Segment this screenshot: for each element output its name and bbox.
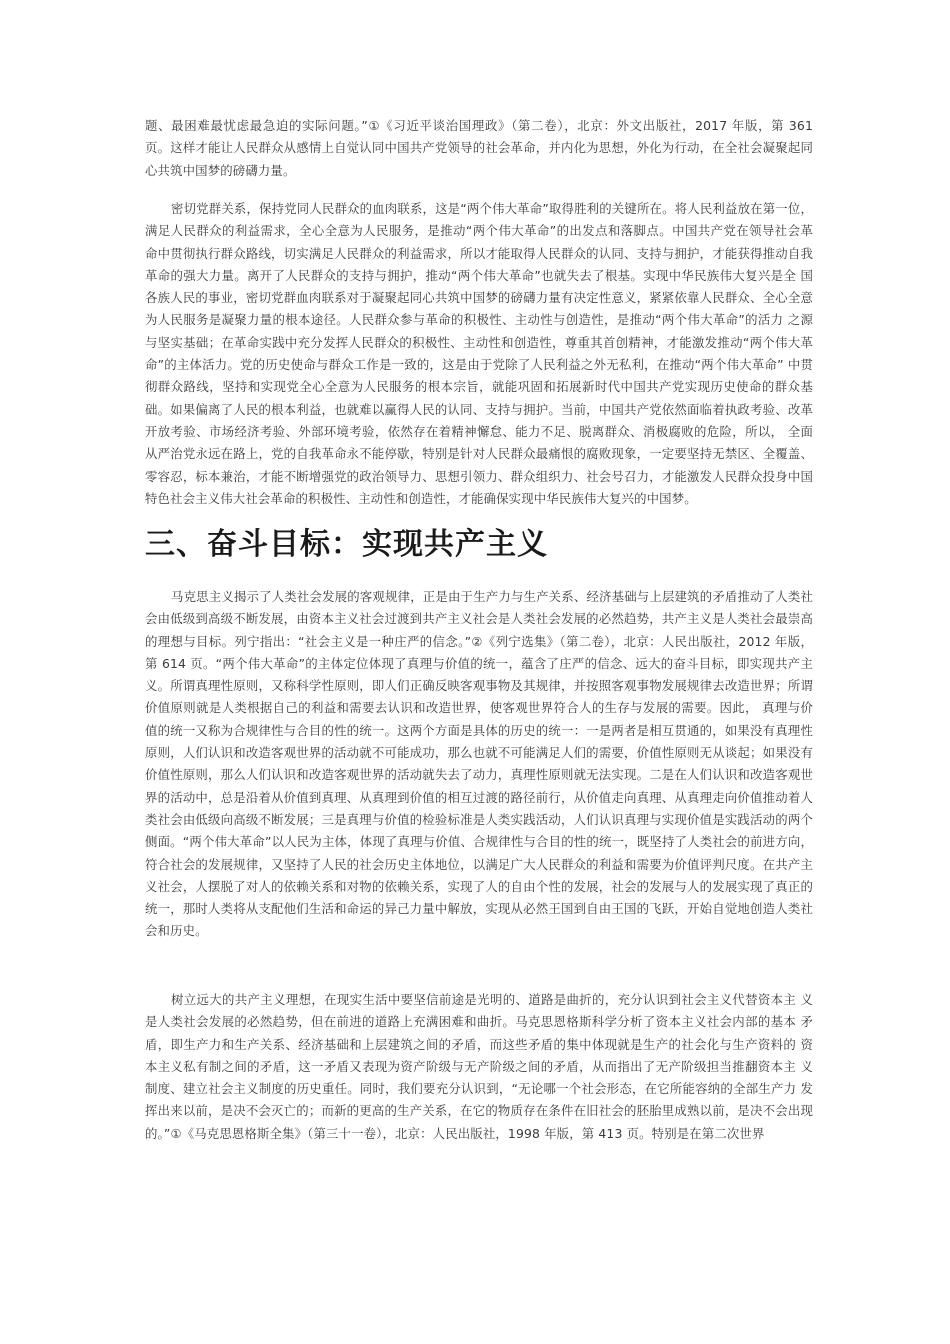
paragraph-continuation: 题、最困难最忧虑最急迫的实际问题。”①《习近平谈治国理政》（第二卷），北京：外文出版社，2017 年版，第 361 页。这样才能让人民群众从感情上自觉认同中国共产党领导的社会革命，并内化为思想，外化为行动，在全社会凝聚起同心共筑中国梦的磅礴力量。 (145, 118, 813, 178)
paragraph-marxism: 马克思主义揭示了人类社会发展的客观规律，正是由于生产力与生产关系、经济基础与上层建筑的矛盾推动了人类社会由低级到高级不断发展，由资本主义社会过渡到共产主义社会是人类社会发展的必然趋势，共产主义是人类社会最崇高的理想与目标。列宁指出：“社会主义是一种庄严的信念。”②《列宁选集》（第二卷），北京：人民出版社，2012 年版，第 614 页。“两个伟大革命”的主体定位体现了真理与价值的统一，蕴含了庄严的信念、远大的奋斗目标，即实现共产主义。所谓真理性原则，又称科学性原则，即人们正确反映客观事物及其规律，并按照客观事物发展规律去改造世界；所谓价值原则就是人类根据自己的利益和需要去认识和改造世界，使客观世界符合人的生存与发展的需要。因此， 真理与价值的统一又称为合规律性与合目的性的统一。这两个方面是具体的历史的统一：一是两者是相互贯通的，如果没有真理性原则，人们认识和改造客观世界的活动就不可能成功，那么也就不可能满足人们的需要，价值性原则无从谈起；如果没有价值性原则，那么人们认识和改造客观世界的活动就失去了动力，真理性原则就无法实现。二是在人们认识和改造客观世界的活动中，总是沿着从价值到真理、从真理到价值的相互过渡的路径前行，从价值走向真理、从真理走向价值推动着人类社会由低级向高级不断发展；三是真理与价值的检验标准是人类实践活动，人们认识真理与实现价值是实践活动的两个侧面。“两个伟大革命”以人民为主体，体现了真理与价值、合规律性与合目的性的统一，既坚持了人类社会的前进方向，符合社会的发展规律，又坚持了人民的社会历史主体地位，以满足广大人民群众的利益和需要为价值评判尺度。在共产主义社会，人摆脱了对人的依赖关系和对物的依赖关系，实现了人的自由个性的发展，社会的发展与人的发展实现了真正的统一，那时人类将从支配他们生活和命运的异己力量中解放，实现从必然王国到自由王国的飞跃，开始自觉地创造人类社会和历史。 (145, 589, 813, 939)
paragraph-communist-ideal: 树立远大的共产主义理想，在现实生活中要坚信前途是光明的、道路是曲折的，充分认识到社会主义代替资本主 义是人类社会发展的必然趋势，但在前进的道路上充满困难和曲折。马克思恩格斯科学分析了资本主义社会内部的基本 矛盾，即生产力和生产关系、经济基础和上层建筑之间的矛盾，而这些矛盾的集中体现就是生产的社会化与生产资料的 资本主义私有制之间的矛盾，这一矛盾又表现为资产阶级与无产阶级之间的矛盾，从而指出了无产阶级担当推翻资本主 义制度、建立社会主义制度的历史重任。同时，我们要充分认识到，“无论哪一个社会形态，在它所能容纳的全部生产力 发挥出来以前，是决不会灭亡的；而新的更高的生产关系，在它的物质存在条件在旧社会的胚胎里成熟以前，是决不会出现的。”①《马克思恩格斯全集》（第三十一卷），北京：人民出版社，1998 年版，第 413 页。特别是在第二次世界 (145, 992, 813, 1141)
section-heading: 三、奋斗目标：实现共产主义 (145, 527, 548, 562)
paragraph-party-masses: 密切党群关系，保持党同人民群众的血肉联系，这是“两个伟大革命”取得胜利的关键所在。将人民利益放在第一位，满足人民群众的利益需求，全心全意为人民服务，是推动“两个伟大革命”的出发点和落脚点。中国共产党在领导社会革 命中贯彻执行群众路线，切实满足人民群众的利益需求，所以才能取得人民群众的认同、支持与拥护，才能获得推动自我革命的强大力量。离开了人民群众的支持与拥护，推动“两个伟大革命”也就失去了根基。实现中华民族伟大复兴是全 国各族人民的事业，密切党群血肉联系对于凝聚起同心共筑中国梦的磅礴力量有决定性意义，紧紧依靠人民群众、全心全意为人民服务是凝聚力量的根本途径。人民群众参与革命的积极性、主动性与创造性，是推动“两个伟大革命”的活力 之源与坚实基础；在革命实践中充分发挥人民群众的积极性、主动性和创造性，尊重其首创精神，才能激发推动“两个伟大革命”的主体活力。党的历史使命与群众工作是一致的，这是由于党除了人民利益之外无私利，在推动“两个伟大革命” 中贯彻群众路线，坚持和实现党全心全意为人民服务的根本宗旨，就能巩固和拓展新时代中国共产党实现历史使命的群众基础。如果偏离了人民的根本利益，也就难以赢得人民的认同、支持与拥护。当前，中国共产党依然面临着执政考验、改革开放考验、市场经济考验、外部环境考验，依然存在着精神懈怠、能力不足、脱离群众、消极腐败的危险，所以， 全面从严治党永远在路上，党的自我革命永不能停歇，特别是针对人民群众最痛恨的腐败现象，一定要坚持无禁区、全覆盖、零容忍，标本兼治，才能不断增强党的政治领导力、思想引领力、群众组织力、社会号召力，才能激发人民群众投身中国特色社会主义伟大社会革命的积极性、主动性和创造性，才能确保实现中华民族伟大复兴的中国梦。 (145, 201, 813, 506)
